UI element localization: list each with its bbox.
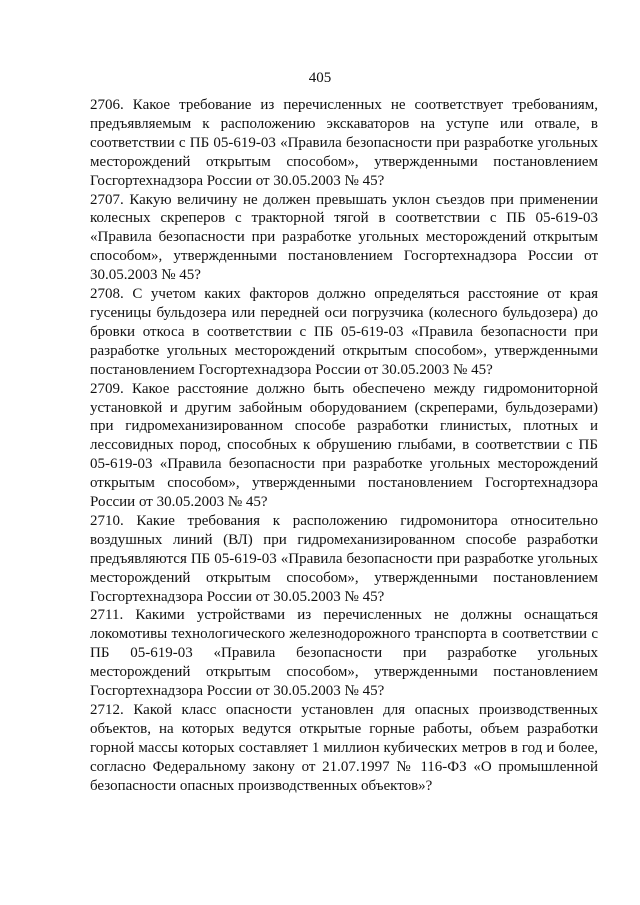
questions-list [90, 96, 598, 796]
question-2707: 2707. Какую величину не должен превышать уклон съездов при применении колесных скреперов с тракторной тягой в соответствии с ПБ 05-619-03 «Правила безопасности при разработке угольных месторождений открытым способом», утвержденными постановлением Госгортехнадзора России от 30.05.2003 № 45? [90, 191, 598, 284]
question-2711: 2711. Какими устройствами из перечисленных не должны оснащаться локомотивы технологического железнодорожного транспорта в соответствии с ПБ 05-619-03 «Правила безопасности при разработке угольных месторождений открытым способом», утвержденными постановлением Госгортехнадзора России от 30.05.2003 № 45? [90, 607, 598, 700]
question-2709: 2709. Какое расстояние должно быть обеспечено между гидромониторной установкой и другим забойным оборудованием (скреперами, бульдозерами) при гидромеханизированном способе разработки глинистых, плотных и лессовидных пород, способных к обрушению глыбами, в соответствии с ПБ 05-619-03 «Правила безопасности при разработке угольных месторождений открытым способом», утвержденными постановлением Госгортехнадзора России от 30.05.2003 № 45? [90, 380, 598, 511]
question-2706: 2706. Какое требование из перечисленных не соответствует требованиям, предъявляемым к расположению экскаваторов на уступе или отвале, в соответствии с ПБ 05-619-03 «Правила безопасности при разработке угольных месторождений открытым способом», утвержденными постановлением Госгортехнадзора России от 30.05.2003 № 45? [90, 97, 598, 189]
question-2712: 2712. Какой класс опасности установлен для опасных производственных объектов, на которых ведутся открытые горные работы, объем разработки горной массы которых составляет 1 миллион кубических метров в год и более, согласно Федеральному закону от 21.07.1997 № 116-ФЗ «О промышленной безопасности опасных производственных объектов»? [90, 702, 598, 794]
question-2710: 2710. Какие требования к расположению гидромонитора относительно воздушных линий (ВЛ) при гидромеханизированном способе разработки предъявляются ПБ 05-619-03 «Правила безопасности при разработке угольных месторождений открытым способом», утвержденными постановлением Госгортехнадзора России от 30.05.2003 № 45? [90, 512, 598, 605]
question-2708: 2708. С учетом каких факторов должно определяться расстояние от края гусеницы бульдозера или передней оси погрузчика (колесного бульдозера) до бровки откоса в соответствии с ПБ 05-619-03 «Правила безопасности при разработке угольных месторождений открытым способом», утвержденными постановлением Госгортехнадзора России от 30.05.2003 № 45? [90, 286, 598, 378]
page-number: 405 [308, 70, 332, 86]
